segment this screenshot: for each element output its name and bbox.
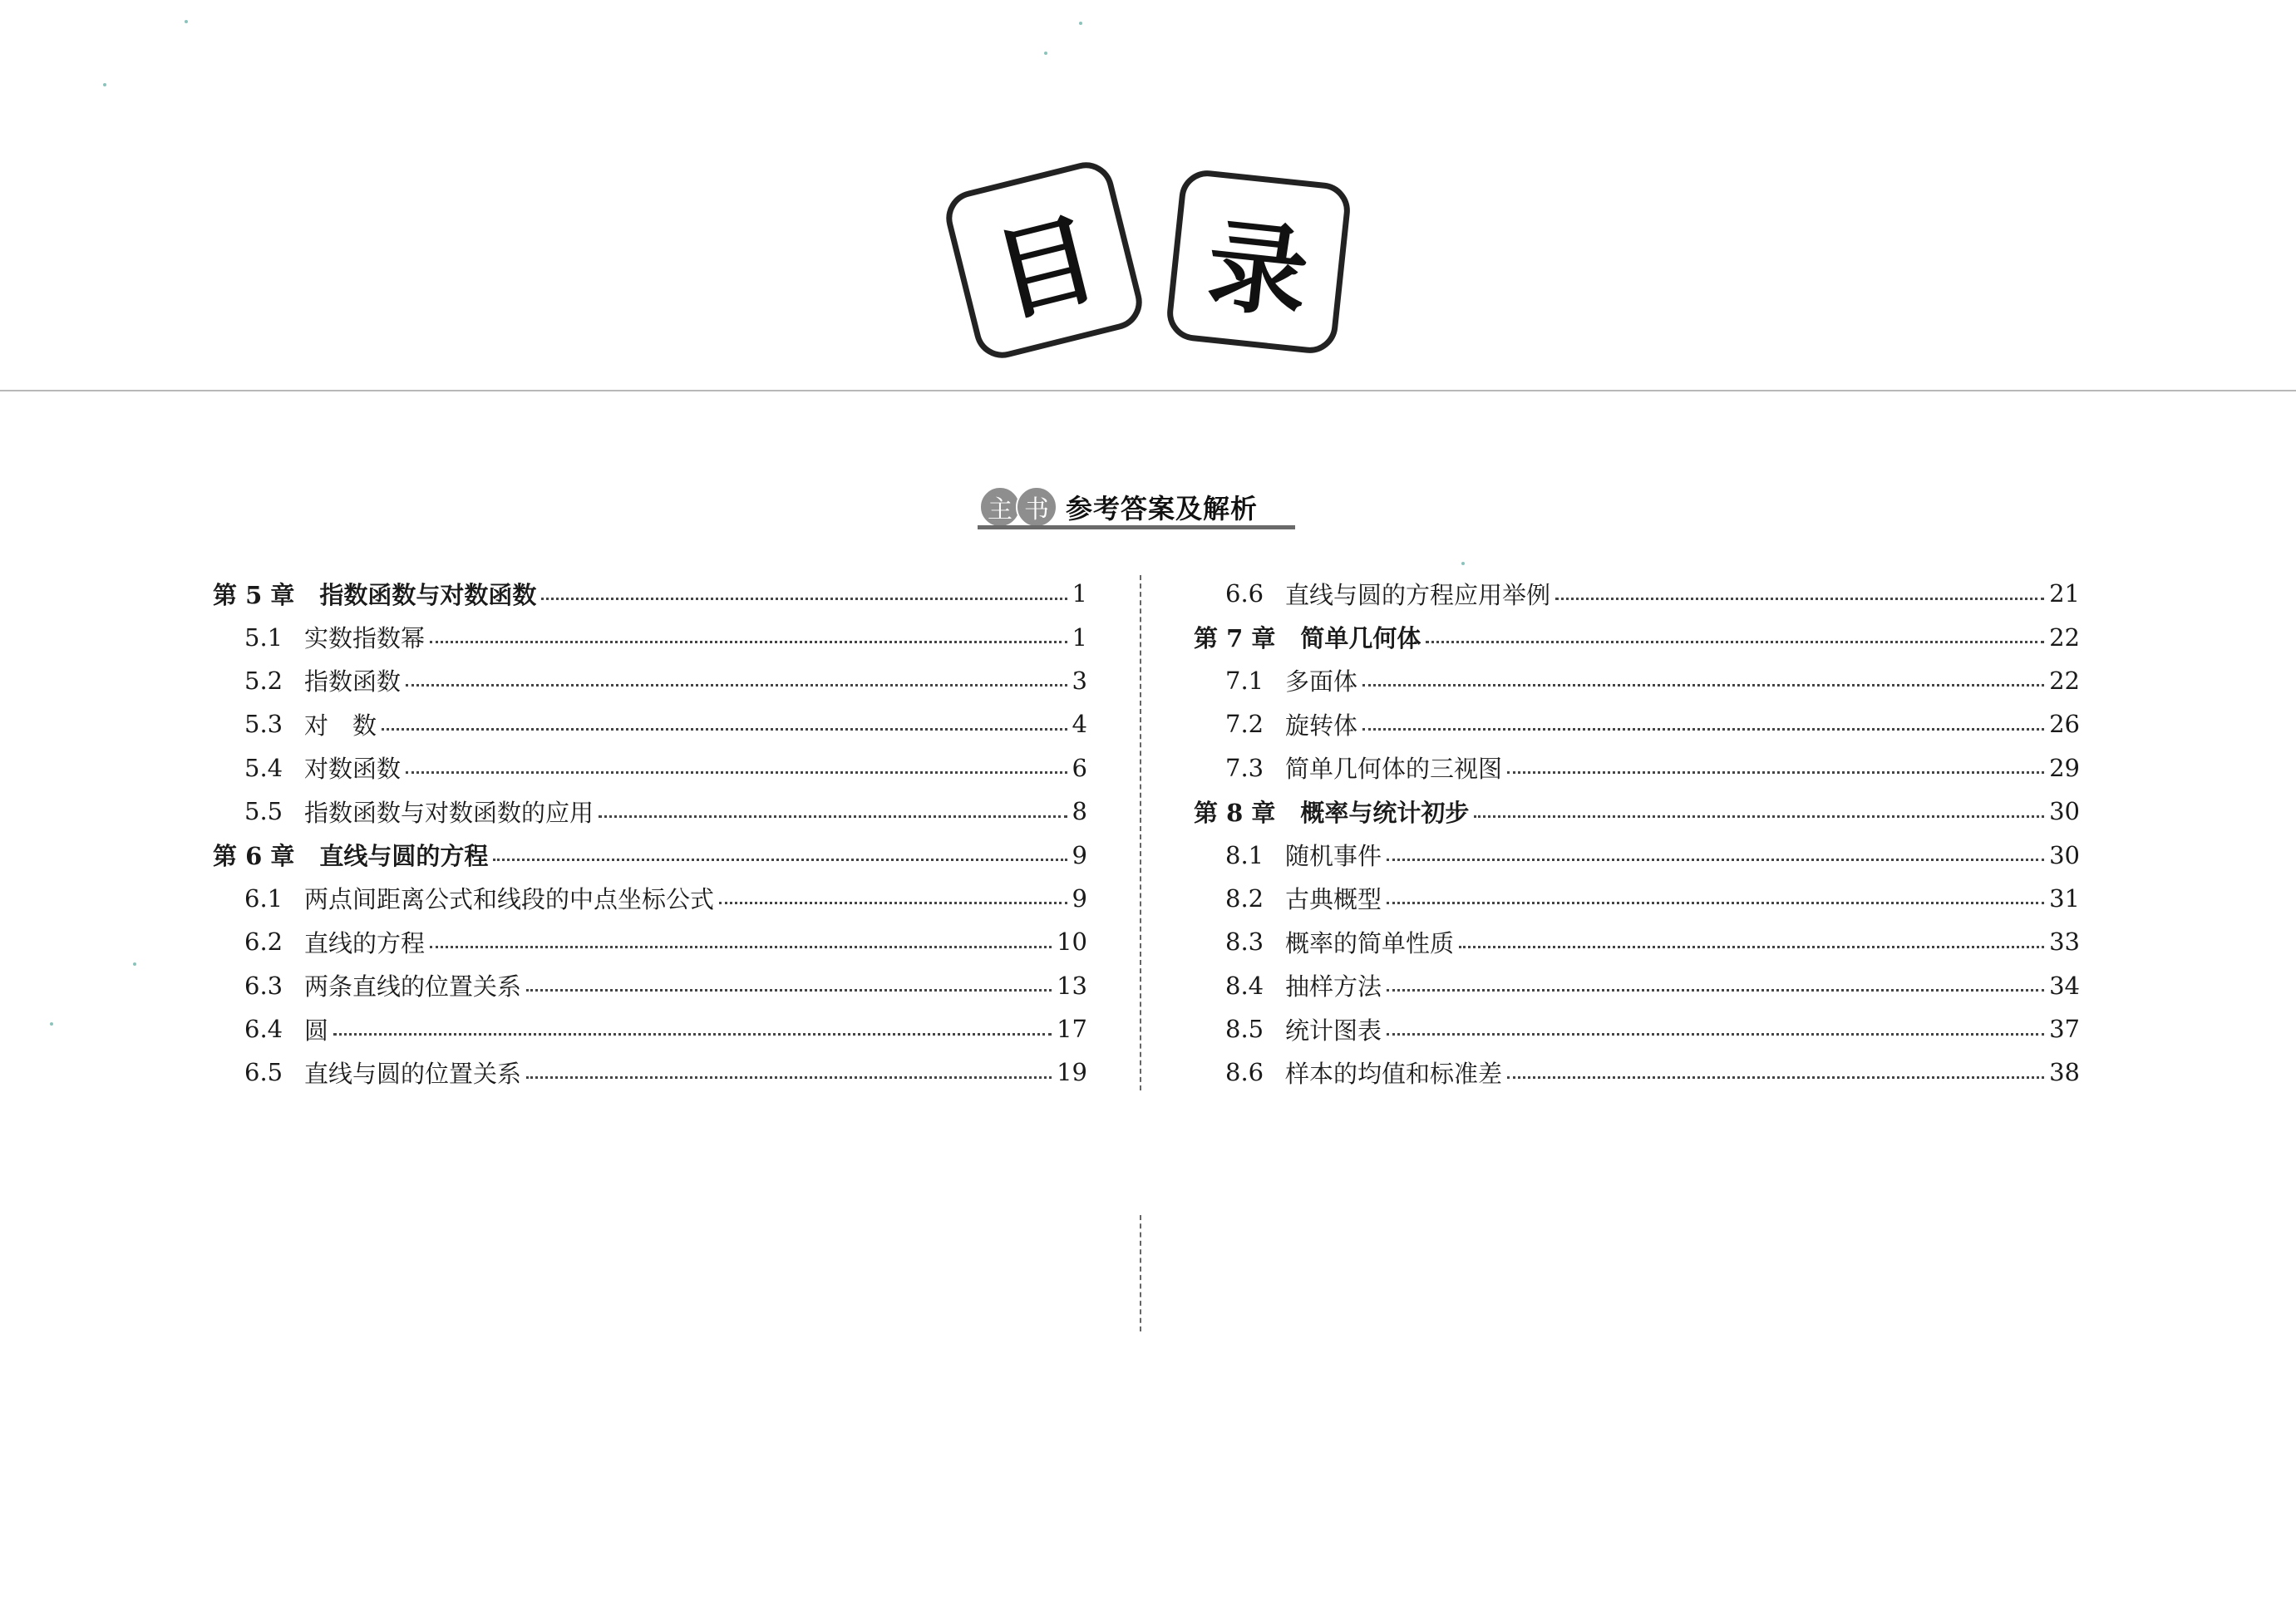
toc-section-row[interactable] xyxy=(1194,877,2080,920)
decor-speck xyxy=(1461,562,1465,565)
toc-section-row[interactable] xyxy=(1194,1051,2080,1094)
toc-entry-number: 第 8 章 xyxy=(1194,798,1276,827)
toc-dot-leader xyxy=(526,1076,1052,1079)
toc-dot-leader xyxy=(430,641,1067,643)
toc-entry-title: 圆 xyxy=(304,1016,329,1045)
toc-dot-leader xyxy=(526,989,1052,992)
toc-page-number: 22 xyxy=(2049,666,2080,695)
toc-entry-title: 直线与圆的方程 xyxy=(319,842,489,871)
toc-entry-number: 8.6 xyxy=(1225,1058,1264,1087)
header-rule xyxy=(0,390,2296,391)
toc-entry-number: 8.5 xyxy=(1225,1015,1264,1044)
toc-entry-number: 第 6 章 xyxy=(213,842,295,871)
toc-dot-leader xyxy=(333,1033,1052,1036)
toc-entry-title: 两点间距离公式和线段的中点坐标公式 xyxy=(304,885,715,914)
toc-page-number: 38 xyxy=(2049,1058,2080,1087)
badge-circle-1: 主 xyxy=(979,486,1021,528)
toc-page-number: 29 xyxy=(2049,753,2080,782)
toc-page-number: 34 xyxy=(2049,971,2080,1000)
toc-chapter-row[interactable] xyxy=(213,833,1087,876)
toc-entry-title: 抽样方法 xyxy=(1285,972,1382,1001)
toc-entry-title: 指数函数与对数函数 xyxy=(319,580,537,609)
toc-entry-title: 概率与统计初步 xyxy=(1300,798,1470,827)
toc-entry-title: 旋转体 xyxy=(1285,711,1358,740)
toc-dot-leader xyxy=(1474,815,2044,818)
column-divider-bottom xyxy=(1140,1215,1141,1331)
toc-entry-number: 6.4 xyxy=(244,1015,283,1044)
toc-entry-title: 直线与圆的方程应用举例 xyxy=(1285,580,1551,609)
toc-entry-number: 5.2 xyxy=(244,666,283,695)
toc-entry-title: 简单几何体 xyxy=(1300,624,1421,653)
title-char-2: 录 xyxy=(1201,206,1314,333)
decor-speck xyxy=(133,962,136,966)
toc-entry-title: 样本的均值和标准差 xyxy=(1285,1059,1503,1088)
toc-entry-title: 指数函数与对数函数的应用 xyxy=(304,798,594,827)
toc-dot-leader xyxy=(1362,728,2044,731)
decor-speck xyxy=(50,1022,53,1026)
title-char-1: 目 xyxy=(983,199,1109,337)
toc-section-row[interactable] xyxy=(213,1007,1087,1051)
toc-entry-number: 第 7 章 xyxy=(1194,624,1276,653)
toc-dot-leader xyxy=(406,684,1067,687)
toc-section-row[interactable] xyxy=(1194,920,2080,963)
toc-page-number: 21 xyxy=(2049,579,2080,608)
toc-section-row[interactable] xyxy=(213,746,1087,790)
toc-entry-number: 5.3 xyxy=(244,710,283,739)
toc-section-row[interactable] xyxy=(213,877,1087,920)
toc-section-row[interactable] xyxy=(213,702,1087,746)
toc-chapter-row[interactable] xyxy=(1194,615,2080,658)
decor-speck xyxy=(103,83,106,86)
decor-speck xyxy=(1079,22,1082,25)
toc-entry-title: 随机事件 xyxy=(1285,842,1382,871)
toc-section-row[interactable] xyxy=(1194,833,2080,876)
toc-entry-title: 指数函数 xyxy=(304,667,402,696)
toc-page-number: 33 xyxy=(2049,928,2080,957)
toc-section-row[interactable] xyxy=(213,964,1087,1007)
badge-underline xyxy=(978,525,1295,529)
toc-dot-leader xyxy=(406,771,1067,774)
toc-page-number: 1 xyxy=(1072,579,1087,608)
toc-entry-number: 6.3 xyxy=(244,971,283,1000)
toc-entry-number: 6.1 xyxy=(244,883,283,913)
toc-entry-title: 直线的方程 xyxy=(304,928,426,957)
toc-dot-leader xyxy=(599,815,1067,818)
toc-right-column xyxy=(1194,572,2080,1095)
toc-section-row[interactable] xyxy=(213,659,1087,702)
toc-dot-leader xyxy=(1459,946,2044,948)
toc-section-row[interactable] xyxy=(1194,572,2080,615)
toc-section-row[interactable] xyxy=(1194,702,2080,746)
toc-page-number: 22 xyxy=(2049,623,2080,652)
toc-dot-leader xyxy=(1426,641,2044,643)
toc-page-number: 30 xyxy=(2049,797,2080,826)
toc-page-number: 3 xyxy=(1072,666,1087,695)
toc-chapter-row[interactable] xyxy=(1194,790,2080,833)
toc-entry-title: 对 数 xyxy=(304,711,377,740)
toc-chapter-row[interactable] xyxy=(213,572,1087,615)
badge-label: 参考答案及解析 xyxy=(1066,493,1259,524)
toc-entry-title: 古典概型 xyxy=(1285,885,1382,914)
toc-dot-leader xyxy=(1387,859,2044,861)
toc-page-number: 8 xyxy=(1072,797,1087,826)
toc-section-row[interactable] xyxy=(213,615,1087,658)
toc-entry-number: 第 5 章 xyxy=(213,580,295,609)
toc-section-row[interactable] xyxy=(1194,746,2080,790)
toc-section-row[interactable] xyxy=(1194,1007,2080,1051)
toc-entry-number: 8.4 xyxy=(1225,971,1264,1000)
title-char-box-2 xyxy=(1165,168,1352,356)
decor-speck xyxy=(1044,52,1047,55)
toc-entry-number: 8.1 xyxy=(1225,840,1264,869)
toc-entry-title: 概率的简单性质 xyxy=(1285,928,1455,957)
toc-dot-leader xyxy=(719,902,1067,904)
toc-entry-number: 8.2 xyxy=(1225,883,1264,913)
toc-dot-leader xyxy=(1387,902,2044,904)
toc-page-number: 26 xyxy=(2049,710,2080,739)
toc-entry-number: 6.6 xyxy=(1225,579,1264,608)
toc-dot-leader xyxy=(493,859,1067,861)
toc-entry-title: 直线与圆的位置关系 xyxy=(304,1059,522,1088)
toc-entry-number: 6.2 xyxy=(244,928,283,957)
toc-dot-leader xyxy=(1387,1033,2044,1036)
decor-speck xyxy=(185,20,188,23)
toc-entry-number: 7.1 xyxy=(1225,666,1264,695)
toc-entry-number: 7.2 xyxy=(1225,710,1264,739)
toc-left-column xyxy=(213,572,1087,1095)
toc-entry-title: 多面体 xyxy=(1285,667,1358,696)
toc-entry-title: 实数指数幂 xyxy=(304,624,426,653)
toc-entry-title: 简单几何体的三视图 xyxy=(1285,755,1503,784)
title-char-box-1 xyxy=(940,156,1148,364)
toc-section-row[interactable] xyxy=(1194,659,2080,702)
toc-page-number: 30 xyxy=(2049,840,2080,869)
toc-page-number: 9 xyxy=(1072,840,1087,869)
toc-dot-leader xyxy=(1507,771,2044,774)
toc-page-number: 9 xyxy=(1072,883,1087,913)
toc-dot-leader xyxy=(1362,684,2044,687)
toc-dot-leader xyxy=(541,598,1067,600)
toc-dot-leader xyxy=(382,728,1067,731)
toc-entry-title: 统计图表 xyxy=(1285,1016,1382,1045)
toc-page-number: 17 xyxy=(1057,1015,1087,1044)
toc-section-row[interactable] xyxy=(1194,964,2080,1007)
toc-entry-number: 7.3 xyxy=(1225,753,1264,782)
column-divider-top xyxy=(1140,575,1141,1090)
toc-page-number: 1 xyxy=(1072,623,1087,652)
toc-entry-number: 5.4 xyxy=(244,753,283,782)
toc-page-number: 19 xyxy=(1057,1058,1087,1087)
toc-page-number: 10 xyxy=(1057,928,1087,957)
section-badge xyxy=(979,484,1258,530)
toc-entry-title: 对数函数 xyxy=(304,755,402,784)
toc-section-row[interactable] xyxy=(213,920,1087,963)
toc-dot-leader xyxy=(1507,1076,2044,1079)
badge-circle-2: 书 xyxy=(1016,486,1057,528)
toc-dot-leader xyxy=(430,946,1052,948)
toc-entry-number: 6.5 xyxy=(244,1058,283,1087)
toc-page-number: 6 xyxy=(1072,753,1087,782)
toc-page-number: 31 xyxy=(2049,883,2080,913)
toc-entry-number: 5.1 xyxy=(244,623,283,652)
toc-entry-title: 两条直线的位置关系 xyxy=(304,972,522,1001)
toc-page-number: 13 xyxy=(1057,971,1087,1000)
toc-entry-number: 5.5 xyxy=(244,797,283,826)
toc-entry-number: 8.3 xyxy=(1225,928,1264,957)
toc-dot-leader xyxy=(1387,989,2044,992)
toc-section-row[interactable] xyxy=(213,1051,1087,1094)
toc-dot-leader xyxy=(1555,598,2044,600)
toc-page-number: 4 xyxy=(1072,710,1087,739)
toc-section-row[interactable] xyxy=(213,790,1087,833)
toc-page-number: 37 xyxy=(2049,1015,2080,1044)
